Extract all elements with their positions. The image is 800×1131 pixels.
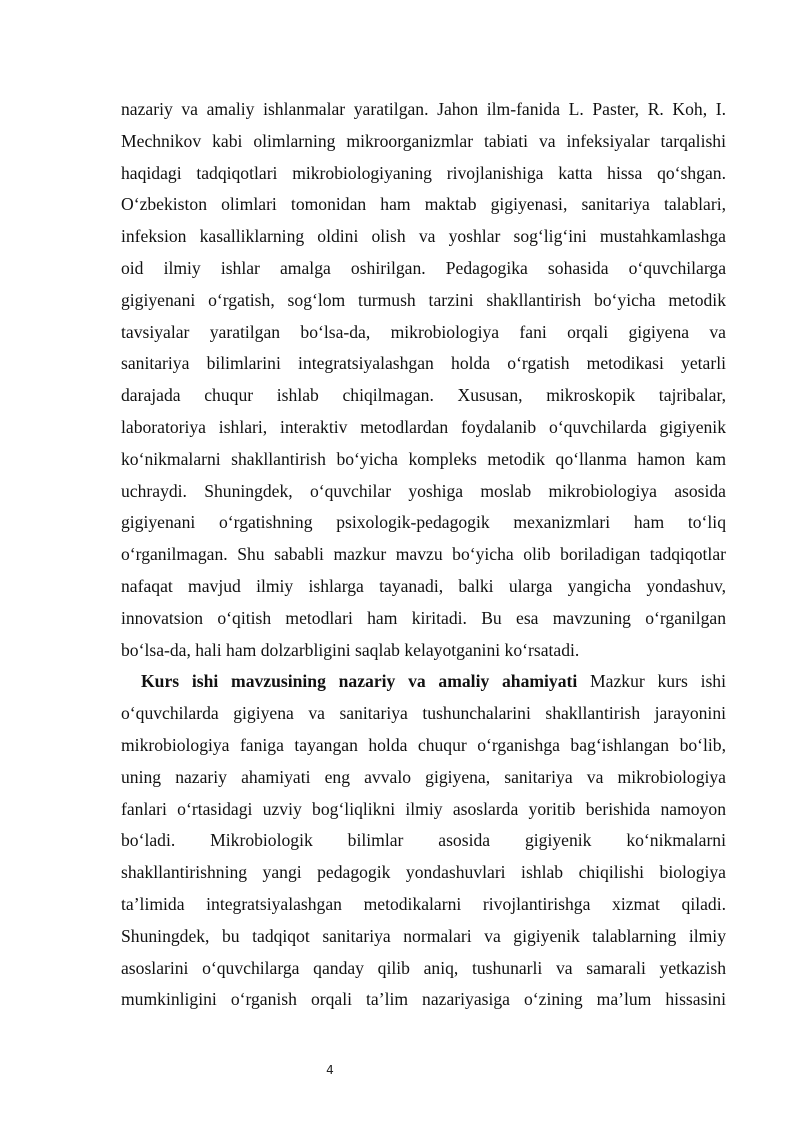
paragraph-line: o‘rganilmagan. Shu sababli mazkur mavzu bo‘yicha olib boriladigan tadqiqotlar — [121, 544, 726, 565]
paragraph-line: ko‘nikmalarni shakllantirish bo‘yicha kompleks metodik qo‘llanma hamon kam — [121, 448, 726, 469]
paragraph-line: infeksion kasalliklarning oldini olish va yoshlar sog‘lig‘ini mustahkamlashga — [121, 226, 726, 247]
paragraph-line: gigiyenani o‘rgatishning psixologik-pedagogik mexanizmlari ham to‘liq — [121, 512, 726, 533]
paragraph-line: ta’limida integratsiyalashgan metodikalarni rivojlantirishga xizmat qiladi. — [121, 893, 726, 914]
paragraph-line: oid ilmiy ishlar amalga oshirilgan. Pedagogika sohasida o‘quvchilarga — [121, 257, 726, 278]
paragraph-line: gigiyenani o‘rgatish, sog‘lom turmush tarzini shakllantirish bo‘yicha metodik — [121, 289, 726, 310]
paragraph-line: innovatsion o‘qitish metodlari ham kiritadi. Bu esa mavzuning o‘rganilgan — [121, 607, 726, 628]
paragraph-line: asoslarini o‘quvchilarga qanday qilib aniq, tushunarli va samarali yetkazish — [121, 957, 726, 978]
paragraph-line: fanlari o‘rtasidagi uzviy bog‘liqlikni ilmiy asoslarda yoritib berishida namoyon — [121, 798, 726, 819]
paragraph-first-line — [121, 666, 726, 698]
document-page — [121, 94, 726, 1016]
paragraph-line: tavsiyalar yaratilgan bo‘lsa-da, mikrobiologiya fani orqali gigiyena va — [121, 321, 726, 342]
paragraph-line: shakllantirishning yangi pedagogik yondashuvlari ishlab chiqilishi biologiya — [121, 862, 726, 883]
paragraph-line: o‘quvchilarda gigiyena va sanitariya tushunchalarini shakllantirish jarayonini — [121, 703, 726, 724]
paragraph-line: darajada chuqur ishlab chiqilmagan. Xususan, mikroskopik tajribalar, — [121, 385, 726, 406]
paragraph-line: uchraydi. Shuningdek, o‘quvchilar yoshiga moslab mikrobiologiya asosida — [121, 480, 726, 501]
paragraph-line: nazariy va amaliy ishlanmalar yaratilgan. Jahon ilm-fanida L. Paster, R. Koh, I. — [121, 99, 726, 119]
paragraph-line: sanitariya bilimlarini integratsiyalashgan holda o‘rgatish metodikasi yetarli — [121, 353, 726, 374]
paragraph-line: uning nazariy ahamiyati eng avvalo gigiyena, sanitariya va mikrobiologiya — [121, 766, 726, 787]
paragraph-line: mikrobiologiya faniga tayangan holda chuqur o‘rganishga bag‘ishlangan bo‘lib, — [121, 734, 726, 755]
paragraph-line: bo‘ladi. Mikrobiologik bilimlar asosida gigiyenik ko‘nikmalarni — [121, 830, 726, 851]
paragraph-line: mumkinligini o‘rganish orqali ta’lim nazariyasiga o‘zining ma’lum hissasini — [121, 989, 726, 1010]
heading-continuation: Mazkur kurs ishi — [577, 671, 726, 692]
paragraph-line: O‘zbekiston olimlari tomonidan ham maktab gigiyenasi, sanitariya talablari, — [121, 194, 726, 215]
paragraph-line: Shuningdek, bu tadqiqot sanitariya normalari va gigiyenik talablarning ilmiy — [121, 925, 726, 946]
page-number: 4 — [326, 1063, 334, 1077]
section-heading: Kurs ishi mavzusining nazariy va amaliy ahamiyati — [141, 671, 578, 692]
paragraph-line: Mechnikov kabi olimlarning mikroorganizmlar tabiati va infeksiyalar tarqalishi — [121, 130, 726, 151]
paragraph-line: haqidagi tadqiqotlari mikrobiologiyaning rivojlanishiga katta hissa qo‘shgan. — [121, 162, 726, 183]
paragraph-line: nafaqat mavjud ilmiy ishlarga tayanadi, balki ularga yangicha yondashuv, — [121, 575, 726, 596]
paragraph-2 — [121, 666, 726, 1016]
paragraph-line: bo‘lsa-da, hali ham dolzarbligini saqlab kelayotganini ko‘rsatadi. — [121, 639, 580, 660]
paragraph-1 — [121, 94, 726, 666]
paragraph-line: laboratoriya ishlari, interaktiv metodlardan foydalanib o‘quvchilarda gigiyenik — [121, 416, 726, 437]
